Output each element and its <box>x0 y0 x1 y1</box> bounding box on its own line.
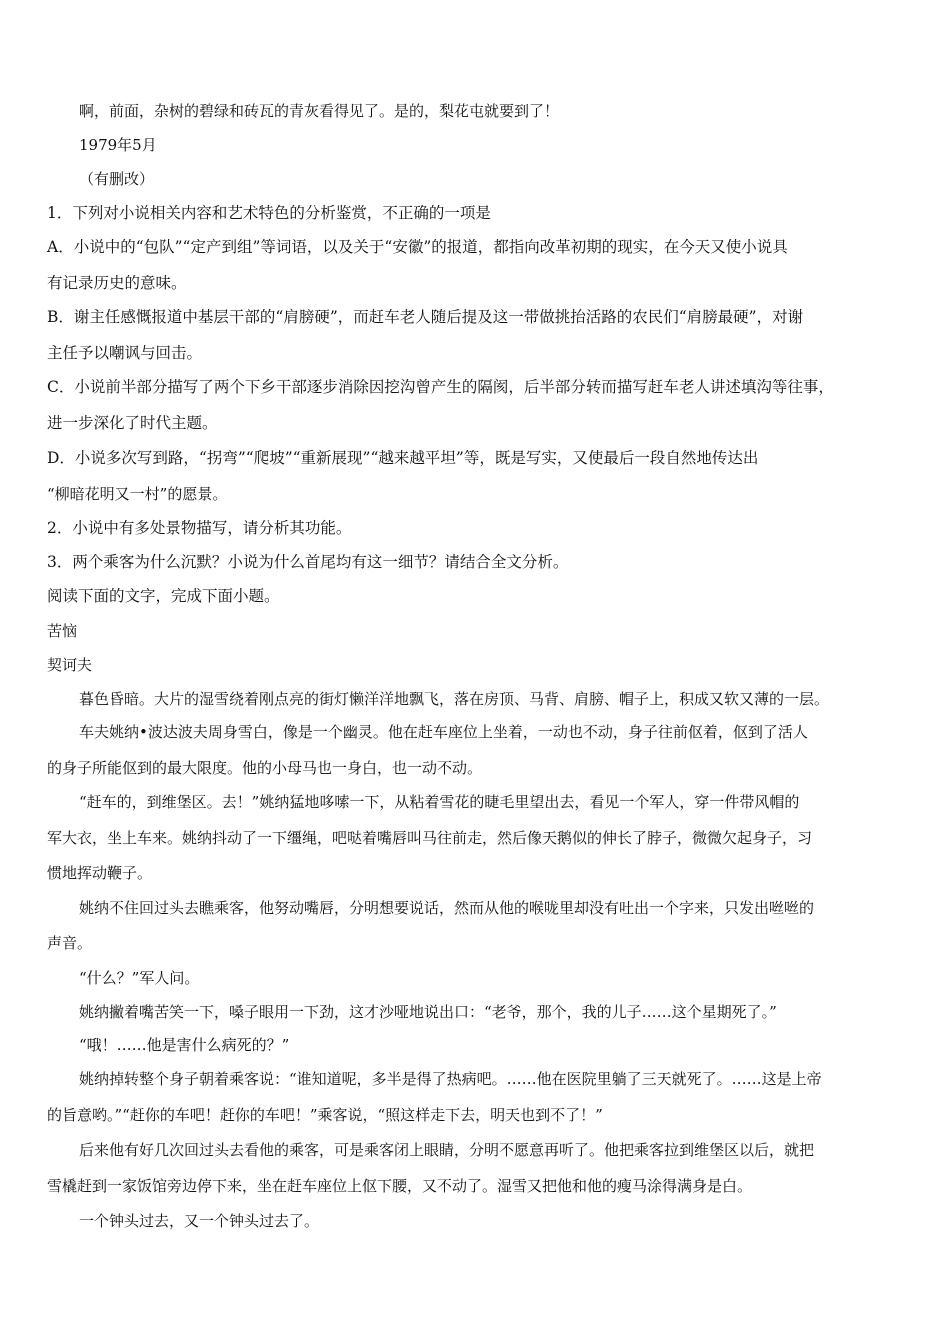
paragraph-1: 暮色昏暗。大片的湿雪绕着刚点亮的街灯懒洋洋地飘飞，落在房顶、马背、肩膀、帽子上，积成又软又薄的一层。 <box>79 690 830 708</box>
reading-instruction: 阅读下面的文字，完成下面小题。 <box>47 587 280 605</box>
story-date: 1979年5月 <box>79 136 157 154</box>
paragraph-9-line-1: 后来他有好几次回过头去看他的乘客，可是乘客闭上眼睛，分明不愿意再听了。他把乘客拉到维堡区以后，就把 <box>79 1141 815 1159</box>
edit-note: （有删改） <box>79 170 155 188</box>
paragraph-2-line-2: 的身子所能伛到的最大限度。他的小母马也一身白，也一动不动。 <box>47 759 483 777</box>
option-b-line-1: B．谢主任感慨报道中基层干部的“肩膀硬”，而赶车老人随后提及这一带做挑抬活路的农民们“肩膀最硬”，对谢 <box>47 308 804 326</box>
paragraph-8-line-2: 的旨意哟。”“赶你的车吧！赶你的车吧！”乘客说，“照这样走下去，明天也到不了！” <box>47 1106 603 1124</box>
paragraph-7: “哦！……他是害什么病死的？” <box>79 1036 290 1054</box>
option-c-line-1: C．小说前半部分描写了两个下乡干部逐步消除因挖沟曾产生的隔阂，后半部分转而描写赶车老人讲述填沟等往事， <box>47 378 834 396</box>
paragraph-3-line-2: 军大衣，坐上车来。姚纳抖动了一下缰绳，吧哒着嘴唇叫马往前走，然后像天鹅似的伸长了脖子，微微欠起身子，习 <box>47 829 813 847</box>
closing-line: 啊，前面，杂树的碧绿和砖瓦的青灰看得见了。是的，梨花屯就要到了！ <box>79 102 560 120</box>
paragraph-9-line-2: 雪橇赶到一家饭馆旁边停下来，坐在赶车座位上伛下腰，又不动了。湿雪又把他和他的瘦马涂得满身是白。 <box>47 1177 753 1195</box>
option-a-line-1: A．小说中的“包队”“定产到组”等词语，以及关于“安徽”的报道，都指向改革初期的现实，在今天又使小说具 <box>47 238 788 256</box>
paragraph-4-line-2: 声音。 <box>47 934 93 952</box>
paragraph-3-line-3: 惯地挥动鞭子。 <box>47 864 153 882</box>
option-c-line-2: 进一步深化了时代主题。 <box>47 414 218 432</box>
option-d-line-1: D．小说多次写到路，“拐弯”“爬坡”“重新展现”“越来越平坦”等，既是写实，又使最后一段自然地传达出 <box>47 449 759 467</box>
question-1-stem: 1．下列对小说相关内容和艺术特色的分析鉴赏，不正确的一项是 <box>47 204 491 222</box>
option-d-line-2: “柳暗花明又一村”的愿景。 <box>47 485 228 503</box>
story-author: 契诃夫 <box>47 656 93 674</box>
paragraph-10: 一个钟头过去，又一个钟头过去了。 <box>79 1212 320 1230</box>
paragraph-2-line-1: 车夫姚纳•波达波夫周身雪白，像是一个幽灵。他在赶车座位上坐着，一动也不动，身子往前伛着，伛到了活人 <box>79 723 808 741</box>
paragraph-4-line-1: 姚纳不住回过头去瞧乘客，他努动嘴唇，分明想要说话，然而从他的喉咙里却没有吐出一个字来，只发出咝咝的 <box>79 899 815 917</box>
paragraph-8-line-1: 姚纳掉转整个身子朝着乘客说：“谁知道呢，多半是得了热病吧。……他在医院里躺了三天就死了。……这是上帝 <box>79 1070 822 1088</box>
question-2: 2．小说中有多处景物描写，请分析其功能。 <box>47 519 352 537</box>
paragraph-5: “什么？”军人问。 <box>79 969 200 987</box>
story-title: 苦恼 <box>47 622 78 640</box>
option-b-line-2: 主任予以嘲讽与回击。 <box>47 344 203 362</box>
question-3: 3．两个乘客为什么沉默？小说为什么首尾均有这一细节？请结合全文分析。 <box>47 553 569 571</box>
option-a-line-2: 有记录历史的意味。 <box>47 274 187 292</box>
paragraph-3-line-1: “赶车的，到维堡区。去！”姚纳猛地哆嗦一下，从粘着雪花的睫毛里望出去，看见一个军人，穿一件带风帽的 <box>79 793 800 811</box>
paragraph-6: 姚纳撇着嘴苦笑一下，嗓子眼用一下劲，这才沙哑地说出口：“老爷，那个，我的儿子……这个星期死了。” <box>79 1003 777 1021</box>
